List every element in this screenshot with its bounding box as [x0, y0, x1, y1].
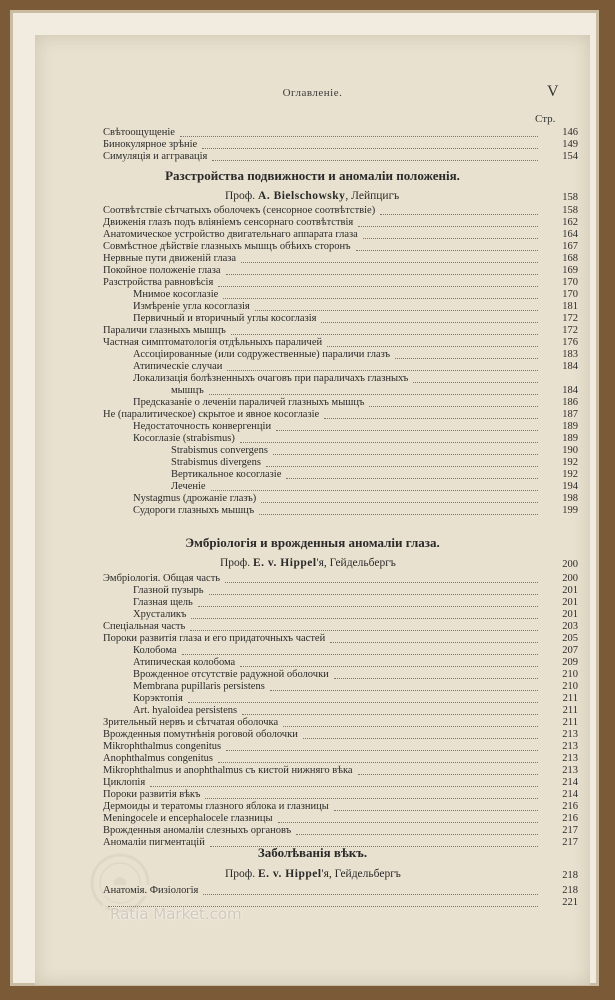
- entry-page: 162: [562, 217, 578, 228]
- toc-entry: [171, 385, 206, 397]
- entry-label: Эмбріологія. Общая часть: [103, 573, 221, 584]
- entry-page: 190: [562, 445, 578, 456]
- entry-page: 201: [562, 585, 578, 596]
- entry-page: 170: [562, 289, 578, 300]
- entry-page: 168: [562, 253, 578, 264]
- author-page-embryology: 200: [562, 559, 578, 570]
- entry-label: Леченіе: [171, 481, 206, 492]
- entry-label: Нервные пути движеній глаза: [103, 253, 237, 264]
- toc-entry: [103, 277, 215, 289]
- entry-page: 218: [562, 885, 578, 896]
- entry-page: 189: [562, 433, 578, 444]
- entry-page: 213: [562, 753, 578, 764]
- entry-page: 186: [562, 397, 578, 408]
- entry-label: Пороки развитія вѣкъ: [103, 789, 201, 800]
- entry-page: 200: [562, 573, 578, 584]
- entry-label: Анатомія. Физіологія: [103, 885, 199, 896]
- toc-entry: [133, 361, 224, 373]
- entry-label: Циклопія: [103, 777, 146, 788]
- toc-entry: [103, 717, 280, 729]
- entry-page: 214: [562, 777, 578, 788]
- entry-page: 201: [562, 597, 578, 608]
- entry-label: Анатомическое устройство двигательнаго аппарата глаза: [103, 229, 358, 240]
- entry-label: Strabismus convergens: [171, 445, 268, 456]
- entry-label: Meningocele и encephalocele глазницы: [103, 813, 273, 824]
- entry-label: Спеціальная часть: [103, 621, 186, 632]
- toc-entry: [103, 837, 207, 849]
- toc-entry: [103, 127, 177, 139]
- leader-dots: [212, 148, 538, 161]
- entry-page: 176: [562, 337, 578, 348]
- toc-entry: [103, 265, 223, 277]
- entry-page: 172: [562, 325, 578, 336]
- entry-page: 194: [562, 481, 578, 492]
- entry-label: Ассоціированные (или содружественные) параличи глазъ: [133, 349, 391, 360]
- entry-label: Глазной пузырь: [133, 585, 204, 596]
- book-page: [35, 35, 590, 985]
- entry-label: Движенія глазъ подъ вліяніемъ сенсорнаго соотвѣтствія: [103, 217, 354, 228]
- entry-page: 221: [562, 897, 578, 908]
- entry-label: Nystagmus (дрожаніе глазъ): [133, 493, 257, 504]
- entry-page: 213: [562, 765, 578, 776]
- leader-dots: [108, 894, 538, 907]
- author-page-motility: 158: [562, 192, 578, 203]
- entry-label: Косоглазіе (strabismus): [133, 433, 235, 444]
- entry-page: 146: [562, 127, 578, 138]
- entry-label: Art. hyaloidea persistens: [133, 705, 238, 716]
- section-title-embryology: Эмбріологія и врожденныя аномаліи глаза.: [185, 535, 440, 550]
- toc-entry: [133, 657, 237, 669]
- entry-page: 216: [562, 813, 578, 824]
- toc-entry: [133, 289, 220, 301]
- leader-dots: [259, 502, 538, 515]
- entry-page: 213: [562, 741, 578, 752]
- toc-entry: [133, 645, 179, 657]
- entry-page: 192: [562, 469, 578, 480]
- section-title-motility: Разстройства подвижности и аномаліи положенія.: [165, 168, 460, 183]
- entry-label: Соотвѣтствіе сѣтчатыхъ оболочекъ (сенсорное соотвѣтствіе): [103, 205, 376, 216]
- toc-entry: [103, 139, 199, 151]
- toc-entry: [133, 301, 252, 313]
- toc-entry: [133, 433, 237, 445]
- entry-label: Параличи глазныхъ мышцъ: [103, 325, 226, 336]
- toc-entry: [103, 813, 275, 825]
- page-column-label: Стр.: [535, 113, 556, 125]
- section-title-eyelids: Заболѣванія вѣкъ.: [257, 845, 368, 860]
- entry-label: Врожденное отсутствіе радужной оболочки: [133, 669, 329, 680]
- entry-label: Strabismus divergens: [171, 457, 261, 468]
- entry-page: 172: [562, 313, 578, 324]
- toc-entry: [103, 229, 360, 241]
- toc-entry: [103, 217, 355, 229]
- entry-page: 181: [562, 301, 578, 312]
- toc-entry: [103, 621, 187, 633]
- section-author-motility: Проф. A. Bielschowsky, Лейпцигъ: [225, 190, 400, 202]
- entry-page: 154: [562, 151, 578, 162]
- toc-entry: [171, 481, 208, 493]
- entry-page: 198: [562, 493, 578, 504]
- entry-page: 192: [562, 457, 578, 468]
- entry-page: 205: [562, 633, 578, 644]
- entry-label: Хрусталикъ: [133, 609, 187, 620]
- watermark-text: Ratia Market.com: [110, 905, 242, 923]
- entry-label: Пороки развитія глаза и его придаточныхъ частей: [103, 633, 326, 644]
- toc-entry: [171, 457, 263, 469]
- entry-label: Атипическіе случаи: [133, 361, 223, 372]
- toc-entry: [103, 897, 105, 909]
- entry-page: 170: [562, 277, 578, 288]
- toc-entry: [103, 325, 228, 337]
- entry-label: мышцъ: [171, 385, 204, 396]
- section-author-embryology: Проф. E. v. Hippel'я, Гейдельбергъ: [220, 557, 396, 569]
- entry-page: 213: [562, 729, 578, 740]
- entry-page: 216: [562, 801, 578, 812]
- entry-page: 203: [562, 621, 578, 632]
- book-page-frame: [10, 10, 599, 986]
- toc-entry: [103, 205, 377, 217]
- toc-entry: [103, 777, 147, 789]
- entry-label: Первичный и вторичный углы косоглазія: [133, 313, 317, 324]
- entry-page: 211: [562, 705, 578, 716]
- toc-entry: [171, 445, 270, 457]
- toc-entry: [133, 609, 188, 621]
- entry-label: Симуляція и аггравація: [103, 151, 208, 162]
- entry-label: Судороги глазныхъ мышцъ: [133, 505, 255, 516]
- toc-entry: [103, 573, 222, 585]
- entry-page: 167: [562, 241, 578, 252]
- toc-entry: [133, 493, 258, 505]
- entry-page: 184: [562, 361, 578, 372]
- entry-page: 201: [562, 609, 578, 620]
- entry-page: 210: [562, 681, 578, 692]
- author-page-eyelids: 218: [562, 870, 578, 881]
- entry-label: Частная симптоматологія отдѣльныхъ параличей: [103, 337, 323, 348]
- toc-entry: [103, 337, 324, 349]
- entry-label: Аномаліи пигментацій: [103, 837, 205, 848]
- entry-label: Mikrophthalmus congenitus: [103, 741, 222, 752]
- entry-label: Измѣреніе угла косоглазія: [133, 301, 250, 312]
- entry-label: Anophthalmus congenitus: [103, 753, 213, 764]
- entry-page: 217: [562, 825, 578, 836]
- leader-dots: [210, 834, 538, 847]
- toc-entry: [103, 753, 215, 765]
- running-title: Оглавленіе.: [282, 87, 343, 99]
- entry-label: Бинокулярное зрѣніе: [103, 139, 198, 150]
- entry-label: Колобома: [133, 645, 177, 656]
- toc-entry: [133, 693, 185, 705]
- toc-entry: [103, 151, 209, 163]
- entry-page: 149: [562, 139, 578, 150]
- entry-label: Локализація болѣзненныхъ очаговъ при параличахъ глазныхъ: [133, 373, 409, 384]
- entry-page: 199: [562, 505, 578, 516]
- entry-page: 189: [562, 421, 578, 432]
- entry-page: 210: [562, 669, 578, 680]
- entry-label: Разстройства равновѣсія: [103, 277, 214, 288]
- entry-label: Врожденныя помутнѣнія роговой оболочки: [103, 729, 298, 740]
- entry-label: Свѣтоощущеніе: [103, 127, 175, 138]
- toc-entry: [133, 505, 256, 517]
- entry-label: Врожденныя аномаліи слезныхъ органовъ: [103, 825, 292, 836]
- entry-page: 187: [562, 409, 578, 420]
- toc-entry: [103, 789, 202, 801]
- toc-entry: [133, 597, 195, 609]
- entry-label: Мнимое косоглазіе: [133, 289, 219, 300]
- entry-label: Совмѣстное дѣйствіе глазныхъ мышцъ обѣихъ сторонъ: [103, 241, 351, 252]
- entry-page: 217: [562, 837, 578, 848]
- entry-label: Атипическая колобома: [133, 657, 236, 668]
- entry-label: Зрительный нервъ и сѣтчатая оболочка: [103, 717, 279, 728]
- entry-label: Глазная щель: [133, 597, 193, 608]
- page-number: V: [547, 83, 559, 100]
- entry-page: 211: [562, 717, 578, 728]
- entry-label: Не (паралитическое) скрытое и явное косоглазіе: [103, 409, 320, 420]
- entry-page: 183: [562, 349, 578, 360]
- entry-page: 184: [562, 385, 578, 396]
- entry-label: Недостаточность конвергенціи: [133, 421, 272, 432]
- entry-label: [103, 897, 105, 908]
- entry-label: Дермоиды и тератомы глазного яблока и глазницы: [103, 801, 329, 812]
- toc-entry: [133, 585, 206, 597]
- entry-page: 169: [562, 265, 578, 276]
- entry-page: 214: [562, 789, 578, 800]
- toc-entry: [133, 705, 239, 717]
- entry-label: Membrana pupillaris persistens: [133, 681, 265, 692]
- toc-entry: [103, 741, 223, 753]
- toc-entry: [103, 253, 238, 265]
- entry-label: Mikrophthalmus и anophthalmus съ кистой нижняго вѣка: [103, 765, 353, 776]
- entry-label: Вертикальное косоглазіе: [171, 469, 282, 480]
- entry-page: 207: [562, 645, 578, 656]
- entry-label: Корэктопія: [133, 693, 183, 704]
- entry-page: 211: [562, 693, 578, 704]
- entry-page: 209: [562, 657, 578, 668]
- entry-page: 158: [562, 205, 578, 216]
- entry-label: Покойное положеніе глаза: [103, 265, 221, 276]
- entry-page: 164: [562, 229, 578, 240]
- entry-label: Предсказаніе о леченіи параличей глазныхъ мышцъ: [133, 397, 365, 408]
- section-author-eyelids: Проф. E. v. Hippel'я, Гейдельбергъ: [225, 868, 401, 880]
